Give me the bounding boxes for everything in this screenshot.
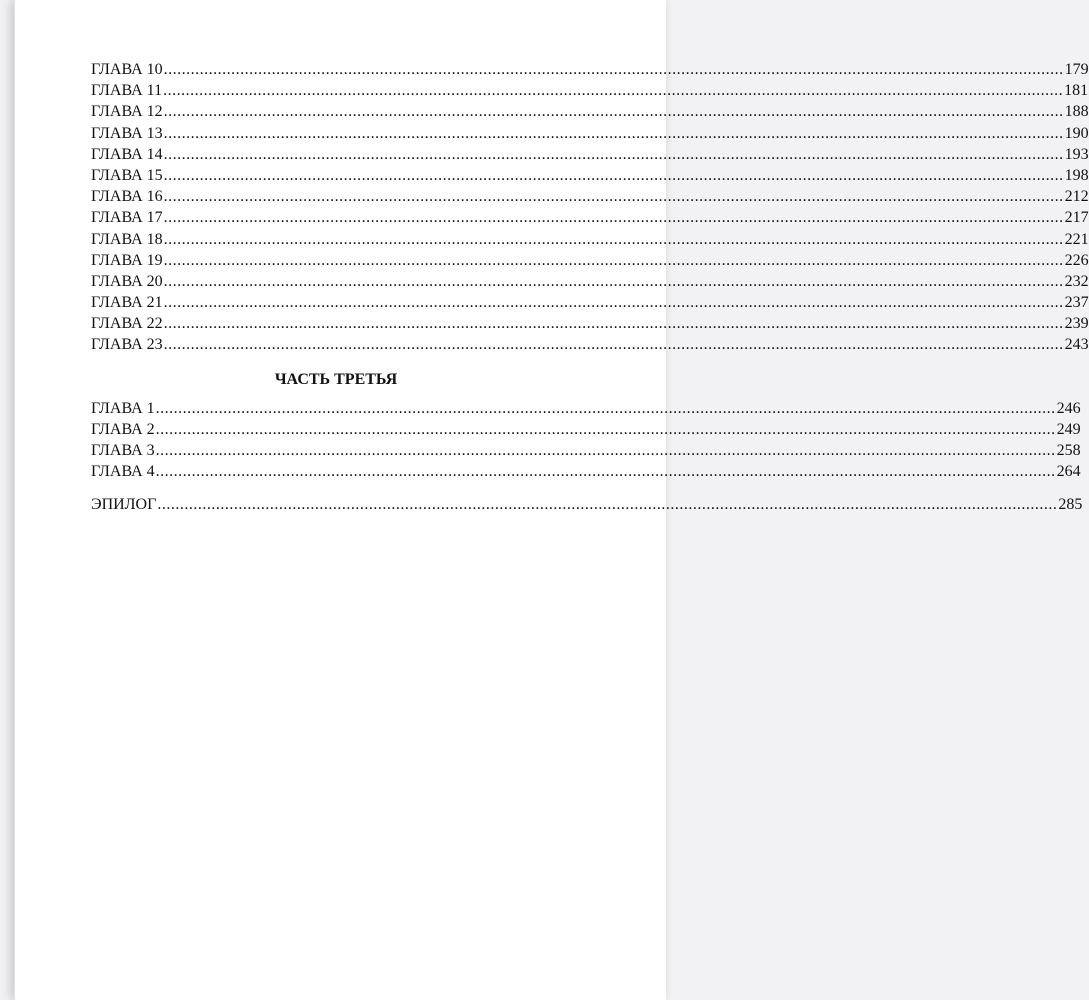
leader-dots: ........................................................................................................................................................................................................ (155, 399, 1056, 417)
toc-entry-label: ГЛАВА 2 (91, 420, 155, 438)
leader-dots: ........................................................................................................................................................................................................ (163, 61, 1064, 78)
spacer (91, 482, 581, 494)
toc-entry-page: 190 (1064, 124, 1089, 142)
leader-dots: ........................................................................................................................................................................................................ (163, 315, 1064, 333)
toc-entry-label: ГЛАВА 13 (91, 124, 163, 142)
toc-entry-label: ГЛАВА 20 (91, 272, 163, 290)
toc-entry-label: ЭПИЛОГ (91, 496, 157, 514)
toc-entry-label: ГЛАВА 4 (91, 463, 155, 481)
leader-dots: ........................................................................................................................................................................................................ (155, 442, 1056, 459)
toc-entry-page: 221 (1064, 230, 1089, 248)
toc-entry-label: ГЛАВА 17 (91, 209, 163, 227)
toc-entry-page: 179 (1064, 61, 1089, 78)
toc-entry-page: 239 (1064, 315, 1089, 333)
toc-entry-label: ГЛАВА 11 (91, 82, 163, 100)
leader-dots: ........................................................................................................................................................................................................ (163, 336, 1064, 354)
leader-dots: ........................................................................................................................................................................................................ (163, 82, 1064, 100)
toc-entry-label: ГЛАВА 12 (91, 103, 163, 121)
leader-dots: ........................................................................................................................................................................................................ (163, 251, 1064, 269)
leader-dots: ........................................................................................................................................................................................................ (163, 272, 1064, 290)
leader-dots: ........................................................................................................................................................................................................ (163, 145, 1064, 163)
leader-dots: ........................................................................................................................................................................................................ (163, 124, 1064, 142)
toc-entry[interactable] (91, 101, 1089, 122)
leader-dots: ........................................................................................................................................................................................................ (163, 230, 1064, 248)
toc-entry-label: ГЛАВА 23 (91, 336, 163, 354)
toc-entry-page: 246 (1056, 399, 1081, 417)
toc-entry-page: 198 (1064, 166, 1089, 184)
toc-entry[interactable] (91, 271, 1089, 292)
toc-entry-page: 212 (1064, 188, 1089, 206)
document-page (14, 0, 1089, 1000)
toc-entry-label: ГЛАВА 21 (91, 294, 163, 312)
toc-entry[interactable] (91, 313, 1089, 334)
toc-entry-label: ГЛАВА 1 (91, 399, 155, 417)
toc-entry-page: 181 (1064, 82, 1089, 100)
toc-entry-label: ГЛАВА 16 (91, 188, 163, 206)
toc-entry-label: ГЛАВА 18 (91, 230, 163, 248)
leader-dots: ........................................................................................................................................................................................................ (163, 166, 1064, 184)
toc-entry-page: 226 (1064, 251, 1089, 269)
leader-dots: ........................................................................................................................................................................................................ (155, 463, 1056, 481)
toc-entry[interactable] (91, 123, 1089, 144)
leader-dots: ........................................................................................................................................................................................................ (163, 209, 1064, 227)
toc-entry[interactable] (91, 229, 1089, 250)
toc-entry-page: 193 (1064, 145, 1089, 163)
leader-dots: ........................................................................................................................................................................................................ (155, 420, 1056, 438)
toc-entry-label: ГЛАВА 22 (91, 315, 163, 333)
toc-entry[interactable] (91, 292, 1089, 313)
toc-entry-label: ГЛАВА 15 (91, 166, 163, 184)
toc-entry-label: ГЛАВА 3 (91, 442, 155, 459)
toc-entry[interactable] (91, 461, 1081, 482)
toc-group-part-two (91, 59, 1089, 356)
toc-entry[interactable] (91, 165, 1089, 186)
toc-entry-page: 285 (1058, 496, 1083, 514)
toc-entry-page: 249 (1056, 420, 1081, 438)
toc-entry-label: ГЛАВА 14 (91, 145, 163, 163)
toc-entry[interactable] (91, 186, 1089, 207)
toc-entry-page: 264 (1056, 463, 1081, 481)
toc-entry-page: 188 (1064, 103, 1089, 121)
toc-entry-label: ГЛАВА 10 (91, 61, 163, 78)
toc-entry-page: 237 (1064, 294, 1089, 312)
toc-entry[interactable] (91, 419, 1081, 440)
toc-entry[interactable] (91, 80, 1089, 101)
toc-entry[interactable] (91, 250, 1089, 271)
leader-dots: ........................................................................................................................................................................................................ (157, 496, 1058, 514)
toc-entry[interactable] (91, 207, 1089, 228)
toc-entry-page: 232 (1064, 272, 1089, 290)
table-of-contents (91, 59, 1089, 516)
toc-entry[interactable] (91, 59, 1089, 80)
leader-dots: ........................................................................................................................................................................................................ (163, 294, 1064, 312)
toc-entry[interactable] (91, 440, 1081, 461)
toc-entry[interactable] (91, 334, 1089, 355)
leader-dots: ........................................................................................................................................................................................................ (163, 188, 1064, 206)
toc-entry-page: 258 (1056, 442, 1081, 459)
toc-entry[interactable] (91, 398, 1081, 419)
toc-entry-epilogue[interactable] (91, 494, 1083, 515)
leader-dots: ........................................................................................................................................................................................................ (163, 103, 1064, 121)
toc-entry[interactable] (91, 144, 1089, 165)
toc-entry-page: 217 (1064, 209, 1089, 227)
toc-entry-page: 243 (1064, 336, 1089, 354)
part-heading: ЧАСТЬ ТРЕТЬЯ (274, 370, 398, 388)
toc-group-part-three (91, 398, 1081, 483)
toc-entry-label: ГЛАВА 19 (91, 251, 163, 269)
